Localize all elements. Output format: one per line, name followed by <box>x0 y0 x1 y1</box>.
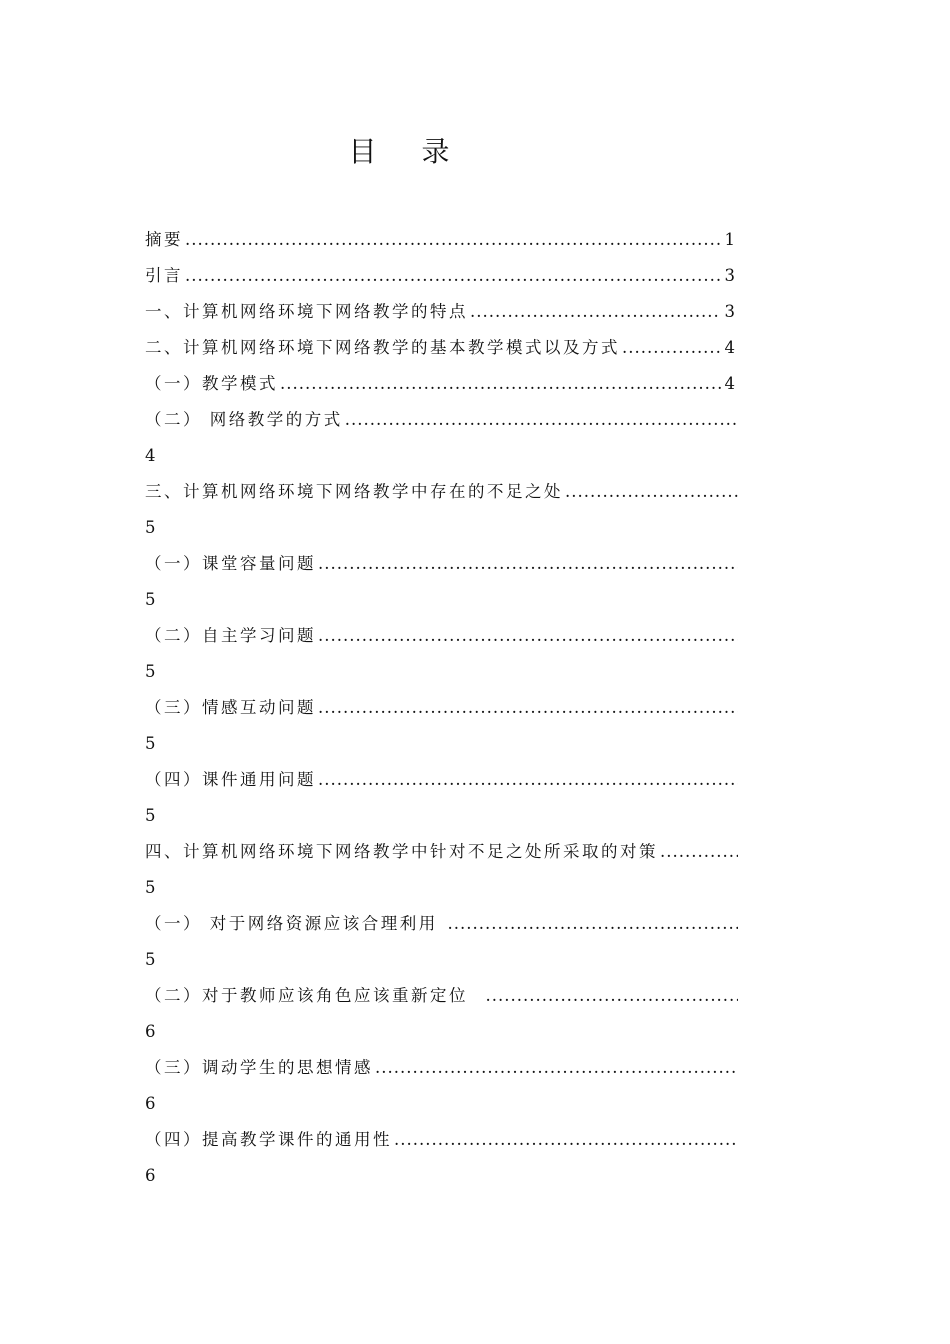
toc-entry-page: 3 <box>724 302 735 321</box>
dot-leader <box>565 474 738 510</box>
toc-entry-label: （三）情感互动问题 <box>145 698 316 717</box>
toc-entry-label: 三、计算机网络环境下网络教学中存在的不足之处 <box>145 482 563 501</box>
toc-entry-page: 6 <box>145 1166 156 1185</box>
toc-entry-label: （一） 对于网络资源应该合理利用 <box>145 914 446 933</box>
table-of-contents <box>145 222 738 1194</box>
toc-entry-page: 3 <box>724 266 735 285</box>
toc-entry-section-3-2[interactable] <box>145 618 738 654</box>
toc-entry-section-2[interactable] <box>145 330 738 366</box>
toc-entry-section-4-1[interactable] <box>145 906 738 942</box>
dot-leader <box>318 546 738 582</box>
toc-entry-page: 6 <box>145 1022 156 1041</box>
dot-leader <box>622 330 721 366</box>
toc-entry-label: （二）对于教师应该角色应该重新定位 <box>145 986 484 1005</box>
dot-leader <box>318 690 738 726</box>
dot-leader <box>486 978 739 1014</box>
toc-entry-section-3-1[interactable] <box>145 546 738 582</box>
toc-entry-label: 一、计算机网络环境下网络教学的特点 <box>145 302 468 321</box>
toc-entry-label: （一）课堂容量问题 <box>145 554 316 573</box>
toc-entry-introduction[interactable] <box>145 258 738 294</box>
toc-entry-section-3[interactable] <box>145 474 738 510</box>
dot-leader <box>660 834 738 870</box>
toc-entry-label: （二） 网络教学的方式 <box>145 410 343 429</box>
dot-leader <box>280 366 721 402</box>
page-title: 目 录 <box>348 135 468 168</box>
toc-entry-label: （一）教学模式 <box>145 374 278 393</box>
toc-entry-section-3-4[interactable] <box>145 762 738 798</box>
toc-entry-section-4[interactable] <box>145 834 738 870</box>
dot-leader <box>448 906 739 942</box>
toc-entry-page: 5 <box>145 662 156 681</box>
toc-entry-label: （四）课件通用问题 <box>145 770 316 789</box>
toc-entry-label: （二）自主学习问题 <box>145 626 316 645</box>
toc-entry-page: 4 <box>724 374 735 393</box>
toc-entry-section-1[interactable] <box>145 294 738 330</box>
dot-leader <box>470 294 721 330</box>
toc-entry-abstract[interactable] <box>145 222 738 258</box>
toc-entry-label: 四、计算机网络环境下网络教学中针对不足之处所采取的对策 <box>145 842 658 861</box>
toc-entry-page: 5 <box>145 590 156 609</box>
toc-entry-page: 5 <box>145 734 156 753</box>
toc-entry-section-4-2[interactable] <box>145 978 738 1014</box>
dot-leader <box>318 618 738 654</box>
toc-entry-page: 5 <box>145 806 156 825</box>
dot-leader <box>185 258 721 294</box>
toc-entry-label: 引言 <box>145 266 183 285</box>
toc-entry-page: 1 <box>724 230 735 249</box>
dot-leader <box>375 1050 738 1086</box>
toc-entry-page: 5 <box>145 518 156 537</box>
dot-leader <box>394 1122 738 1158</box>
dot-leader <box>345 402 738 438</box>
dot-leader <box>185 222 721 258</box>
toc-entry-label: 摘要 <box>145 230 183 249</box>
toc-entry-page: 6 <box>145 1094 156 1113</box>
toc-entry-section-2-1[interactable] <box>145 366 738 402</box>
toc-entry-section-2-2[interactable] <box>145 402 738 438</box>
toc-entry-section-4-3[interactable] <box>145 1050 738 1086</box>
toc-entry-label: 二、计算机网络环境下网络教学的基本教学模式以及方式 <box>145 338 620 357</box>
toc-entry-page: 5 <box>145 950 156 969</box>
toc-entry-page: 4 <box>145 446 156 465</box>
toc-entry-label: （四）提高教学课件的通用性 <box>145 1130 392 1149</box>
toc-entry-label: （三）调动学生的思想情感 <box>145 1058 373 1077</box>
toc-entry-page: 4 <box>724 338 735 357</box>
dot-leader <box>318 762 738 798</box>
toc-entry-section-3-3[interactable] <box>145 690 738 726</box>
toc-entry-page: 5 <box>145 878 156 897</box>
toc-entry-section-4-4[interactable] <box>145 1122 738 1158</box>
